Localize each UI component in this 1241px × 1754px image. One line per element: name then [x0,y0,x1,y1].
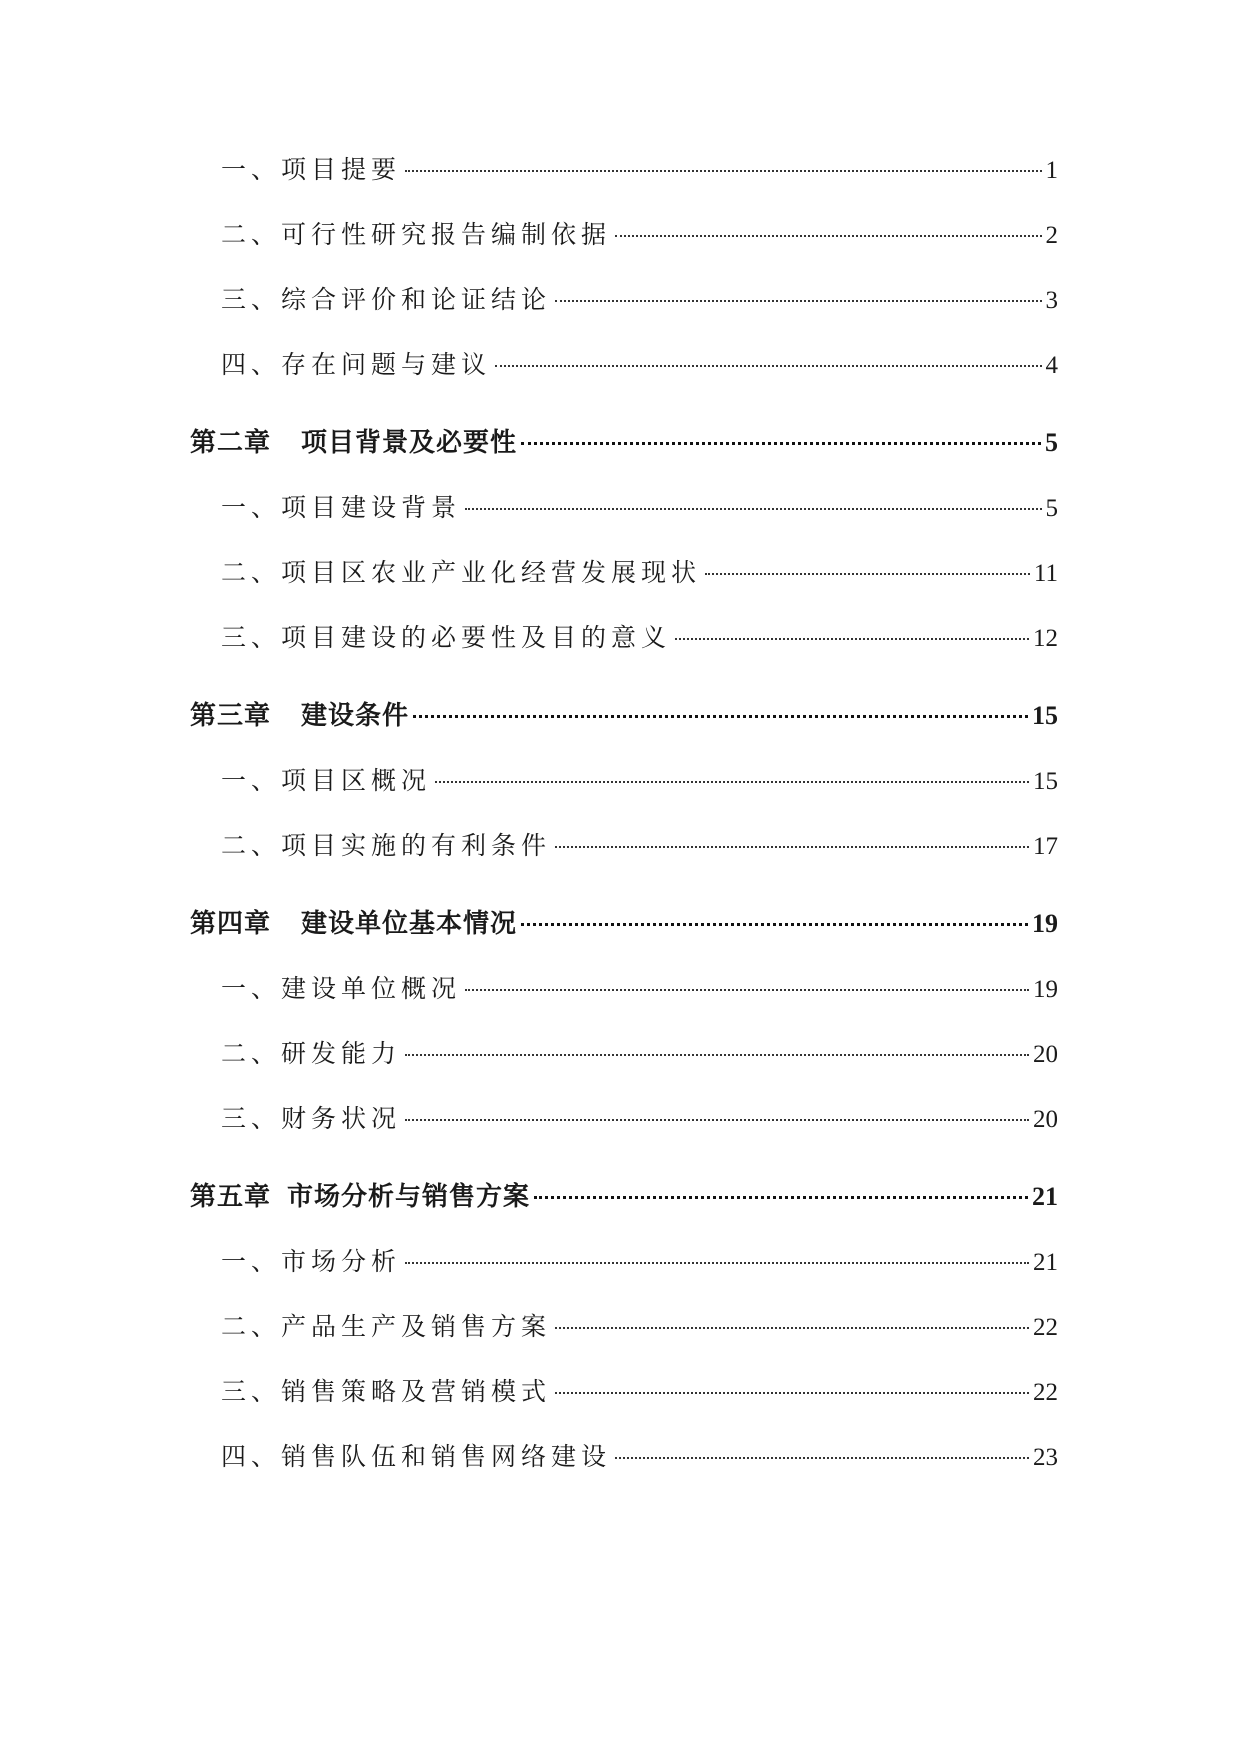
toc-dot-leader [615,235,1041,237]
toc-dot-leader [405,1119,1029,1121]
toc-dot-leader [405,1054,1029,1056]
toc-chapter-number: 第三章 [190,701,272,731]
toc-dot-leader [521,442,1041,445]
toc-dot-leader [555,1392,1029,1394]
toc-chapter-title: 市场分析与销售方案 [287,1182,531,1212]
toc-dot-leader [435,781,1029,783]
toc-chapter-title: 建设单位基本情况 [301,909,518,939]
toc-dot-leader [413,715,1028,718]
toc-section-title: 一、项目提要 [221,155,402,184]
toc-chapter-number: 第二章 [190,428,272,458]
toc-page-number: 22 [1033,1314,1058,1341]
toc-page-number: 20 [1033,1041,1058,1068]
toc-section-entry[interactable] [190,345,1058,410]
toc-dot-leader [555,1327,1029,1329]
toc-section-entry[interactable] [190,488,1058,553]
toc-section-entry[interactable] [190,1307,1058,1372]
toc-page-number: 23 [1033,1444,1058,1471]
toc-dot-leader [521,923,1028,926]
toc-page-number: 15 [1032,701,1058,730]
toc-page-number: 19 [1033,976,1058,1003]
toc-section-title: 二、可行性研究报告编制依据 [221,220,612,249]
toc-page-number: 21 [1033,1249,1058,1276]
toc-page-number: 1 [1045,157,1058,184]
toc-page-number: 19 [1032,909,1058,938]
toc-section-title: 一、项目建设背景 [221,493,462,522]
toc-page-number: 11 [1033,560,1058,587]
toc-chapter-title: 建设条件 [301,701,410,731]
toc-dot-leader [615,1457,1029,1459]
toc-page-number: 3 [1045,287,1058,314]
toc-page-number: 2 [1045,222,1058,249]
toc-dot-leader [495,365,1041,367]
toc-section-title: 一、建设单位概况 [221,974,462,1003]
toc-section-title: 二、项目实施的有利条件 [221,831,552,860]
toc-chapter-entry[interactable] [190,695,1058,760]
toc-section-entry[interactable] [190,280,1058,345]
toc-section-title: 四、存在问题与建议 [221,350,492,379]
toc-section-entry[interactable] [190,1372,1058,1437]
toc-section-entry[interactable] [190,761,1058,826]
toc-chapter-title: 项目背景及必要性 [301,428,518,458]
toc-section-entry[interactable] [190,1099,1058,1164]
toc-chapter-entry[interactable] [190,1176,1058,1241]
toc-section-entry[interactable] [190,826,1058,891]
toc-page-number: 15 [1033,768,1058,795]
toc-dot-leader [705,573,1030,575]
toc-section-entry[interactable] [190,969,1058,1034]
toc-section-entry[interactable] [190,150,1058,215]
toc-section-entry[interactable] [190,618,1058,683]
toc-page-number: 4 [1045,352,1058,379]
toc-section-entry[interactable] [190,553,1058,618]
toc-section-title: 三、项目建设的必要性及目的意义 [221,623,672,652]
toc-section-title: 三、财务状况 [221,1104,402,1133]
toc-page-number: 12 [1033,625,1058,652]
toc-section-entry[interactable] [190,1034,1058,1099]
toc-section-title: 三、综合评价和论证结论 [221,285,552,314]
toc-section-title: 一、项目区概况 [221,766,432,795]
toc-chapter-number: 第四章 [190,909,272,939]
toc-section-entry[interactable] [190,1242,1058,1307]
toc-section-entry[interactable] [190,1437,1058,1502]
toc-chapter-entry[interactable] [190,903,1058,968]
toc-section-title: 四、销售队伍和销售网络建设 [221,1442,612,1471]
toc-dot-leader [465,508,1041,510]
toc-dot-leader [555,846,1029,848]
toc-section-title: 二、项目区农业产业化经营发展现状 [221,558,702,587]
toc-section-title: 三、销售策略及营销模式 [221,1377,552,1406]
toc-page-number: 20 [1033,1106,1058,1133]
table-of-contents [190,150,1058,1502]
toc-section-title: 二、产品生产及销售方案 [221,1312,552,1341]
toc-page-number: 5 [1045,495,1058,522]
toc-dot-leader [465,989,1029,991]
toc-dot-leader [405,1262,1029,1264]
toc-dot-leader [555,300,1041,302]
toc-section-title: 一、市场分析 [221,1247,402,1276]
toc-chapter-entry[interactable] [190,422,1058,487]
toc-page-number: 21 [1032,1182,1058,1211]
toc-page-number: 17 [1033,833,1058,860]
toc-chapter-number: 第五章 [190,1182,272,1212]
toc-dot-leader [405,170,1041,172]
toc-page-number: 5 [1045,428,1058,457]
toc-section-title: 二、研发能力 [221,1039,402,1068]
toc-page-number: 22 [1033,1379,1058,1406]
toc-dot-leader [534,1196,1028,1199]
toc-section-entry[interactable] [190,215,1058,280]
toc-dot-leader [675,638,1029,640]
